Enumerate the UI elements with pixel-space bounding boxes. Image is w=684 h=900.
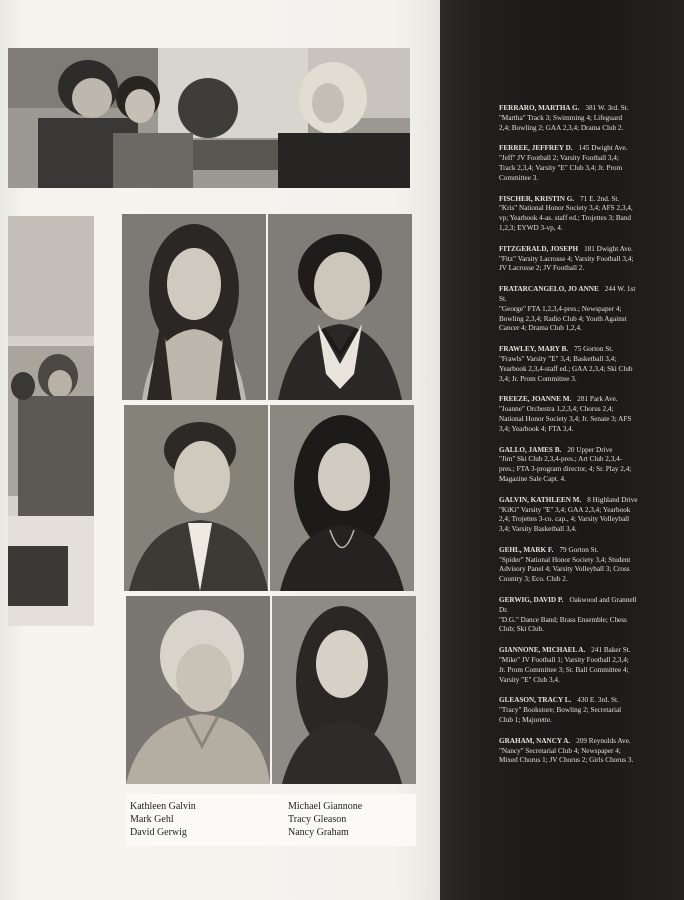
portrait-photo [126,596,270,784]
bio-entry [499,496,684,535]
bio-entry [499,696,684,725]
bio-heading [499,285,684,295]
bio-activities-line: Club 1; Majorette. [499,716,552,725]
bio-activities-line: Country 3; Eco. Club 2. [499,575,568,584]
caption-name: Nancy Graham [288,827,349,838]
portrait-photo [122,214,266,400]
portrait-photo [268,214,412,400]
bio-activities-line: Track 2,3,4; Varsity "E" Club 3,4; Jr. Prom [499,163,623,172]
bio-heading [499,596,684,606]
bio-heading [499,395,684,405]
bio-name: FITZGERALD, JOSEPH [499,244,579,253]
bio-name: GEHL, MARK F. [499,545,554,554]
bio-activities-line: pres.; FTA 3-program director, 4; Sr. Play 2,4; [499,465,632,474]
bio-activities-line: "D.G." Dance Band; Brass Ensemble; Chess [499,615,627,624]
portrait-photo [270,405,414,591]
bio-entry [499,395,684,434]
bio-entry [499,646,684,685]
bio-address: 241 Baker St. [591,646,631,655]
bio-name: FREEZE, JOANNE M. [499,395,572,404]
bio-heading [499,496,684,506]
bio-address: 75 Gorton St. [574,345,614,354]
bio-activities-line: "Mike" JV Football 1; Varsity Football 2,3,4; [499,656,629,665]
bio-activities-line: "Fitz" Varsity Lacrosse 4; Varsity Football 3,4; [499,254,634,263]
bio-name: GIANNONE, MICHAEL A. [499,646,586,655]
bio-activities-line: Club; Ski Club. [499,625,544,634]
bio-activities-line: St. [499,294,507,303]
bio-activities-line: "Nancy" Secretarial Club 4; Newspaper 4; [499,746,621,755]
bio-activities-line: "Spider" National Honor Society 3,4; Student [499,555,631,564]
bio-activities-line: "George" FTA 1,2,3,4-pres.; Newspaper 4; [499,304,622,313]
caption-name: Tracy Gleason [288,814,347,825]
bio-activities-line: 2,4; Trojettes 3-co. cap., 4; Varsity Volleyball [499,515,630,524]
bio-heading [499,446,684,456]
bio-activities-line: JV Lacrosse 2; JV Football 2. [499,264,585,273]
bio-activities-line: "Jim" Ski Club 2,3,4-pres.; Art Club 2,3,4- [499,455,623,464]
caption-column-right [288,800,362,839]
candid-students-photo [8,216,94,626]
bio-name: FERREE, JEFFREY D. [499,144,573,153]
bio-activities-line: "KiKi" Varsity "E" 3,4; GAA 2,3,4; Yearbook [499,505,631,514]
bio-name: GALLO, JAMES B. [499,445,562,454]
bio-address: 145 Dwight Ave. [578,144,628,153]
bio-entry [499,345,684,384]
bio-activities-line: Varsity "E" Club 3,4. [499,675,560,684]
bio-heading [499,195,684,205]
bio-activities-line: "Martha" Track 3; Swimming 4; Lifeguard [499,113,623,122]
bio-activities-line: "Joanne" Orchestra 1,2,3,4; Chorus 2,4; [499,405,614,414]
caption-name: David Gerwig [130,827,187,838]
bio-activities-line: "Frawls" Varsity "E" 3,4; Basketball 3,4; [499,354,617,363]
caption-column-left [130,800,196,839]
portrait-photo [272,596,416,784]
bio-address: 20 Upper Drive [567,445,613,454]
bio-heading [499,737,684,747]
bio-heading [499,104,684,114]
bio-activities-line: 3,4; Jr. Prom Committee 3. [499,374,577,383]
bio-activities-line: Yearbook 2,3,4-staff ed.; GAA 2,3,4; Ski Club [499,364,633,373]
bio-activities-line: "Kris" National Honor Society 3,4; AFS 2,3,4, [499,204,633,213]
bio-address: Oakwood and Grannell [569,596,637,605]
caption-name: Michael Giannone [288,801,363,812]
bio-name: FRATARCANGELO, JO ANNE [499,285,599,294]
caption-name: Mark Gehl [130,814,174,825]
bio-entry [499,446,684,485]
bio-address: 381 W. 3rd. St. [585,104,629,112]
bio-activities-line: National Honor Society 3,4; Jr. Senate 3; AFS [499,414,632,423]
bio-address: 79 Gorton St. [559,545,599,554]
bio-address: 430 E. 3rd. St. [577,696,619,705]
bio-heading [499,144,684,154]
bio-name: FRAWLEY, MARY B. [499,345,569,354]
bio-address: 209 Reynolds Ave. [576,736,631,745]
portrait-photo [124,405,268,591]
bio-activities-line: 3,4; Yearbook 4; FTA 3,4. [499,424,574,433]
bio-address: 71 E. 2nd. St. [580,194,620,203]
bio-heading [499,546,684,556]
bio-name: FISCHER, KRISTIN G. [499,194,575,203]
caption-name: Kathleen Galvin [130,801,196,812]
bio-entry [499,596,684,635]
bio-activities-line: Jr. Prom Committee 3; Sr. Ball Committee 4; [499,665,629,674]
bio-address: 281 Park Ave. [577,395,618,404]
bio-heading [499,696,684,706]
bio-entry [499,144,684,183]
bio-activities-line: Bowling 2,3,4; Radio Club 4; Youth Against [499,314,627,323]
bio-name: GLEASON, TRACY L. [499,696,572,705]
bio-name: GERWIG, DAVID P. [499,596,564,605]
bio-heading [499,345,684,355]
bio-name: GALVIN, KATHLEEN M. [499,495,582,504]
bio-address: 244 W. 1st [604,285,636,294]
bio-entry [499,245,684,274]
senior-bio-list [499,104,684,777]
bio-heading [499,245,684,255]
bio-entry [499,737,684,766]
bio-activities-line: "Tracy" Bookstore; Bowling 2; Secretarial [499,706,622,715]
bio-address: 8 Highland Drive [587,495,638,504]
bio-name: GRAHAM, NANCY A. [499,736,571,745]
bio-activities-line: Cancer 4; Drama Club 1,2,4. [499,324,582,333]
bio-activities-line: "Jeff" JV Football 2; Varsity Football 3,4; [499,154,619,163]
bio-entry [499,104,684,133]
candid-classroom-photo [8,48,410,188]
bio-activities-line: Committee 3. [499,173,539,182]
bio-entry [499,285,684,334]
right-page [440,0,684,900]
bio-activities-line: 1,2,3; EYWD 3-vp, 4. [499,223,563,232]
bio-address: 181 Dwight Ave. [584,244,633,253]
bio-activities-line: 3,4; Varsity Basketball 3,4. [499,525,577,534]
bio-entry [499,546,684,585]
bio-activities-line: Magazine Sale Capt. 4. [499,474,566,483]
photo-captions [126,794,416,846]
bio-activities-line: vp; Yearbook 4-as. staff ed.; Trojettes 3; Band [499,214,632,223]
bio-activities-line: Advisory Panel 4; Varsity Volleyball 3; Cross [499,565,630,574]
bio-activities-line: Dr. [499,605,508,614]
bio-heading [499,646,684,656]
bio-entry [499,195,684,234]
bio-activities-line: Mixed Chorus 1; JV Chorus 2; Girls Chorus 3. [499,756,634,765]
bio-name: FERRARO, MARTHA G. [499,104,580,112]
bio-activities-line: 2,4; Bowling 2; GAA 2,3,4; Drama Club 2. [499,123,624,132]
